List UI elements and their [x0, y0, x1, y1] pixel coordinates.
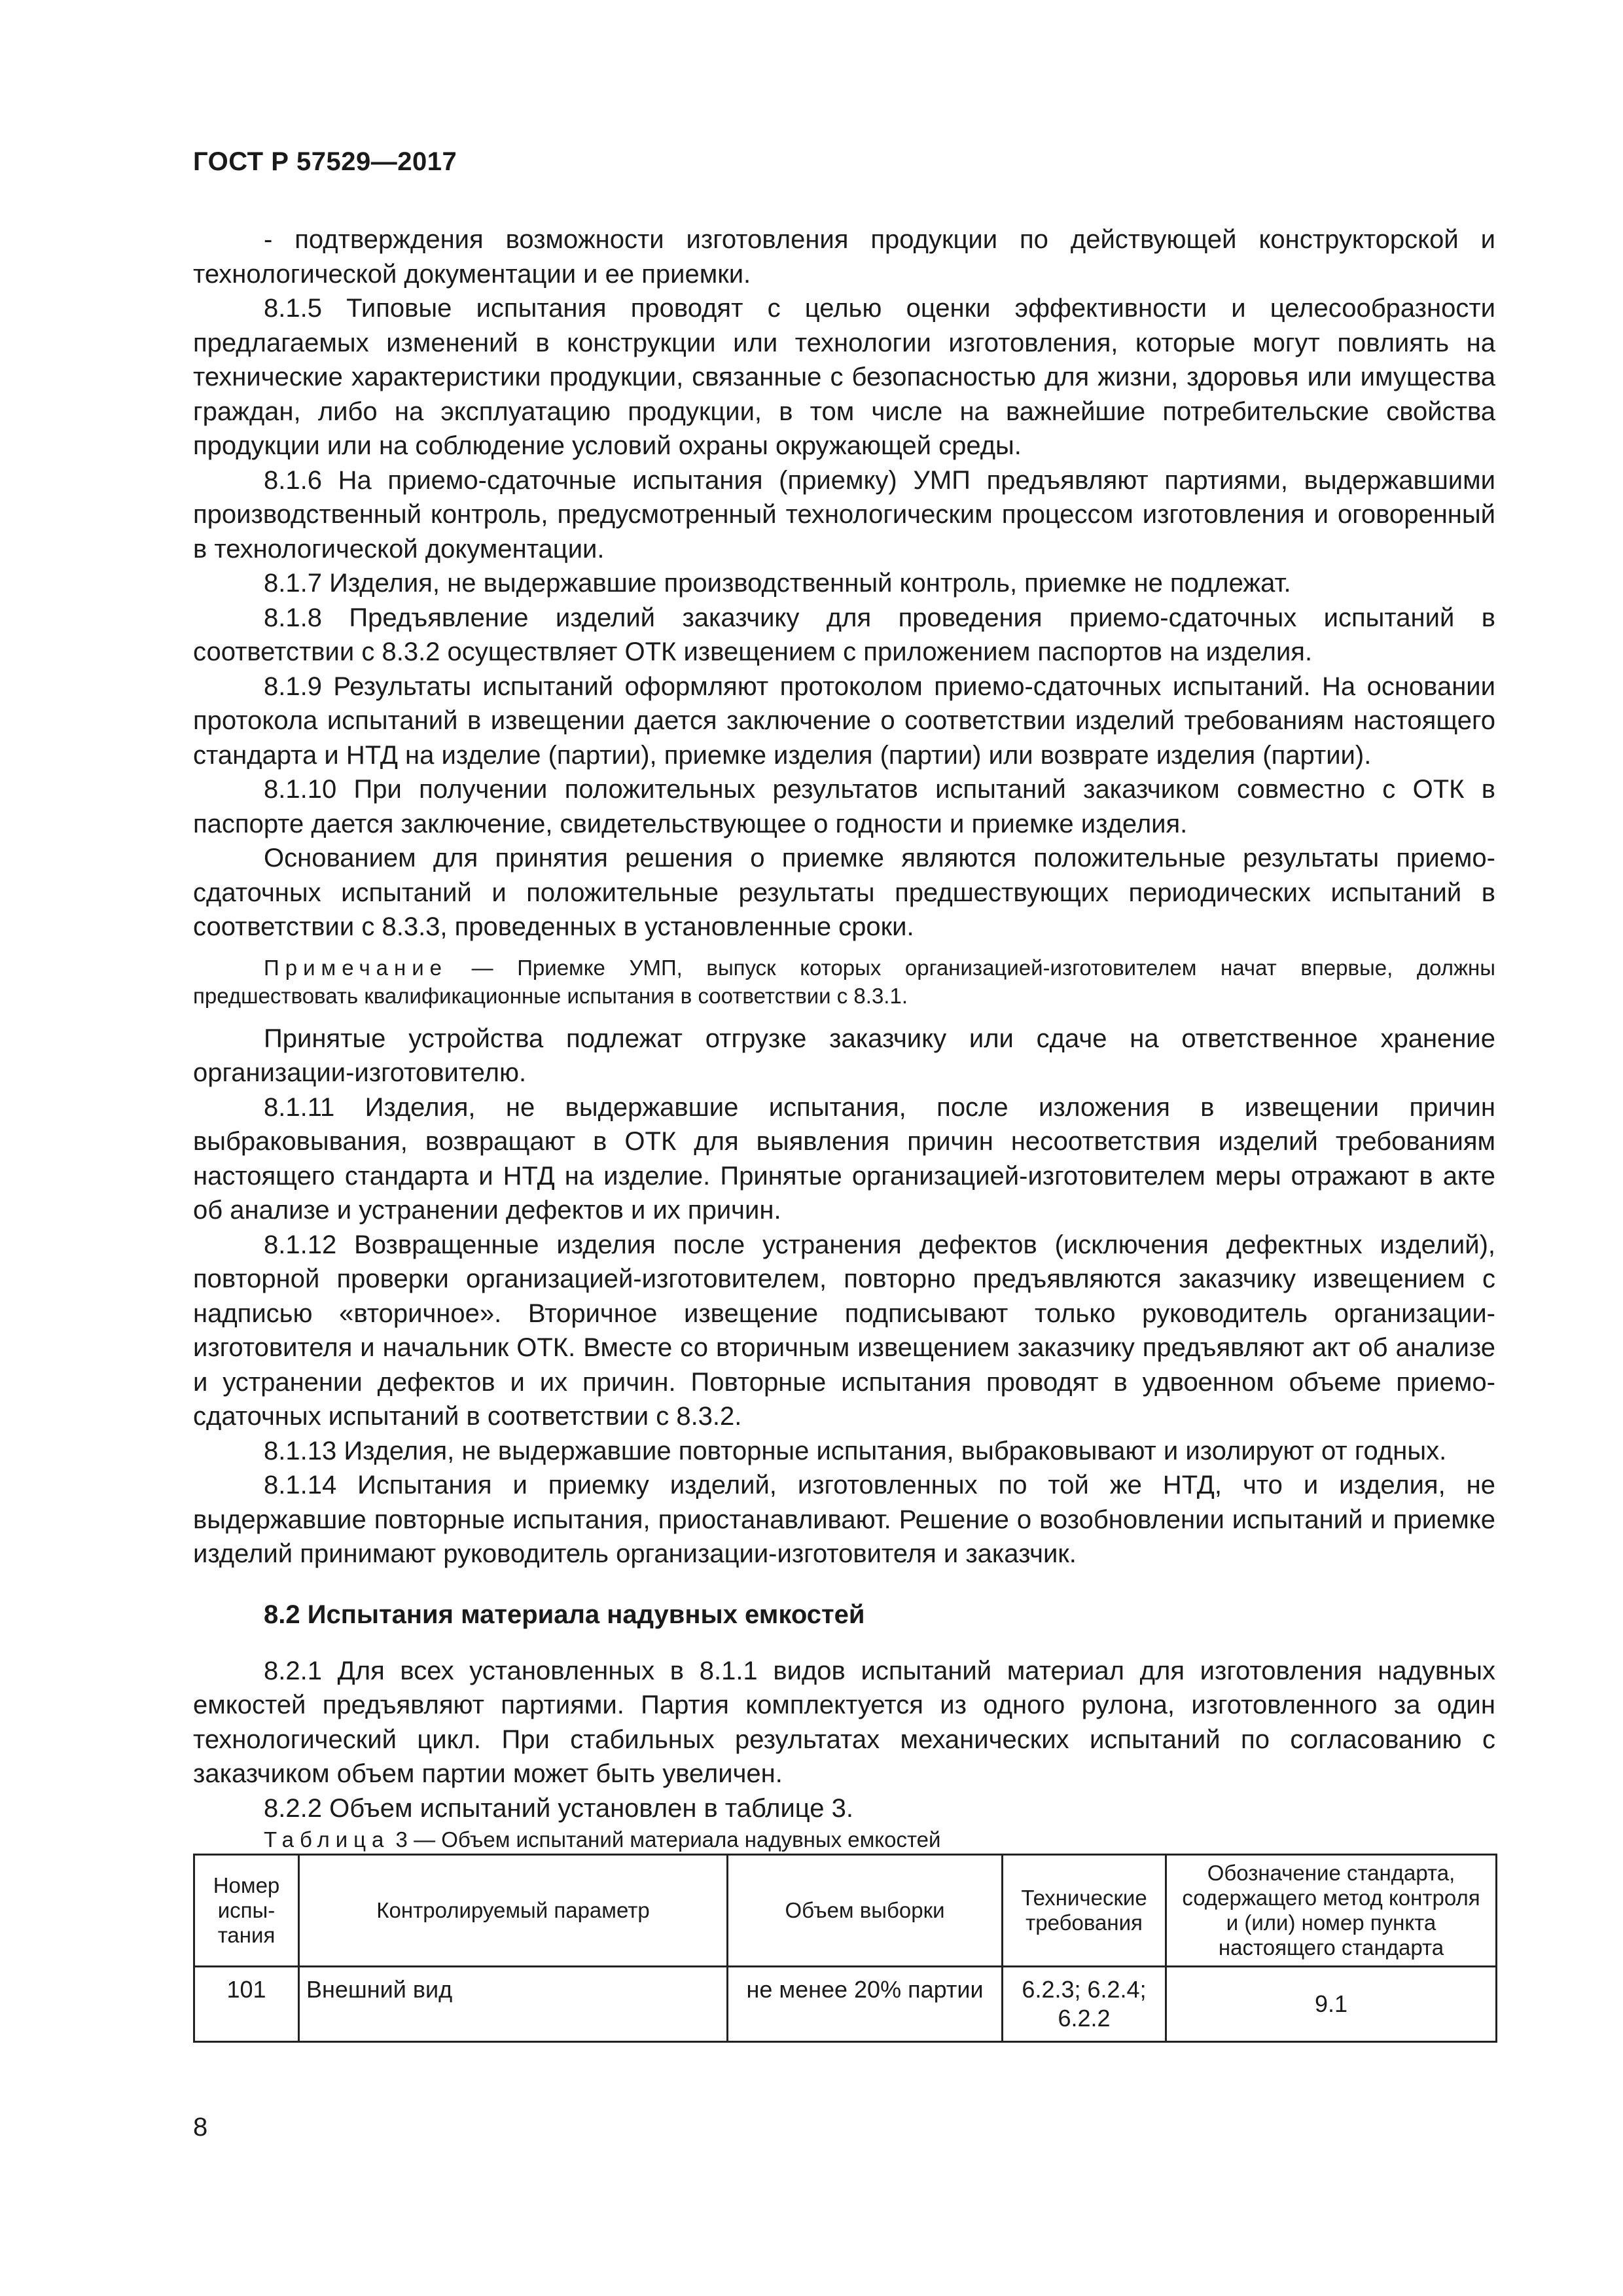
cell-sample-size: не менее 20% партии: [728, 1967, 1003, 2042]
paragraph: Основанием для принятия решения о приемке являются положительные результаты приемо-сдаточных испытаний и положительные результаты предшествующих периодических испытаний в соответствии с 8.3.3, проведенных в установленные сроки.: [193, 844, 1495, 941]
header-method-standard: Обозначение стандарта, содержащего метод контроля и (или) номер пункта настоящего стандарта: [1166, 1855, 1497, 1967]
page-number: 8: [193, 2113, 208, 2142]
table-caption-text: 3 — Объем испытаний материала надувных емкостей: [389, 1827, 941, 1852]
header-test-number: Номер испы-тания: [194, 1855, 299, 1967]
table-caption-label: Таблица: [264, 1827, 390, 1852]
header-parameter: Контролируемый параметр: [299, 1855, 728, 1967]
cell-parameter: Внешний вид: [299, 1967, 728, 2042]
paragraph-8-2-2: 8.2.2 Объем испытаний установлен в таблице 3.: [264, 1793, 853, 1823]
paragraph-8-1-11: 8.1.11 Изделия, не выдержавшие испытания, после изложения в извещении причин выбраковывания, возвращают в ОТК для выявления причин несоответствия изделий требованиям настоящего стандарта и НТД на изделие. Принятые организацией-изготовителем меры отражают в акте об анализе и устранении дефектов и их причин.: [193, 1092, 1495, 1225]
note-text: — Приемке УМП, выпуск которых организацией-изготовителем начат впервые, должны предшествовать квалификационные испытания в соответствии с 8.3.1.: [193, 955, 1495, 1008]
section-title: 8.2 Испытания материала надувных емкостей: [264, 1600, 865, 1629]
cell-test-number: 101: [194, 1967, 299, 2042]
paragraph-8-1-9: 8.1.9 Результаты испытаний оформляют протоколом приемо-сдаточных испытаний. На основании протокола испытаний в извещении дается заключение о соответствии изделий требованиям настоящего стандарта и НТД на изделие (партии), приемке изделия (партии) или возврате изделия (партии).: [193, 672, 1495, 770]
paragraph-8-1-12: 8.1.12 Возвращенные изделия после устранения дефектов (исключения дефектных изделий), повторной проверки организацией-изготовителем, повторно предъявляются заказчику извещением с надписью «вторичное». Вторичное извещение подписывают только руководитель организации-изготовителя и начальник ОТК. Вместе со вторичным извещением заказчику предъявляют акт об анализе и устранении дефектов и их причин. Повторные испытания проводят в удвоенном объеме приемо-сдаточных испытаний в соответствии с 8.3.2.: [193, 1230, 1495, 1431]
header-sample-size: Объем выборки: [728, 1855, 1003, 1967]
paragraph-8-1-6: 8.1.6 На приемо-сдаточные испытания (приемку) УМП предъявляют партиями, выдержавшими производственный контроль, предусмотренный технологическим процессом изготовления и оговоренный в технологической документации.: [193, 465, 1495, 564]
document-body: [193, 223, 1495, 2043]
table-header-row: [194, 1855, 1497, 1967]
note-label: Примечание: [264, 955, 448, 980]
paragraph: Принятые устройства подлежат отгрузке заказчику или сдаче на ответственное хранение организации-изготовителю.: [193, 1024, 1495, 1087]
table-row: [194, 1967, 1497, 2042]
document-code-header: ГОСТ Р 57529—2017: [193, 147, 457, 176]
paragraph-8-2-1: 8.2.1 Для всех установленных в 8.1.1 видов испытаний материал для изготовления надувных емкостей предъявляют партиями. Партия комплектуется из одного рулона, изготовленного за один технологический цикл. При стабильных результатах механических испытаний по согласованию с заказчиком объем партии может быть увеличен.: [193, 1656, 1495, 1788]
table-caption: [193, 1825, 1495, 1854]
paragraph-8-1-10: 8.1.10 При получении положительных результатов испытаний заказчиком совместно с ОТК в паспорте дается заключение, свидетельствующее о годности и приемке изделия.: [193, 775, 1495, 838]
paragraph-8-1-7: 8.1.7 Изделия, не выдержавшие производственный контроль, приемке не подлежат.: [264, 569, 1291, 598]
cell-method-standard: 9.1: [1166, 1967, 1497, 2042]
paragraph-8-1-14: 8.1.14 Испытания и приемку изделий, изготовленных по той же НТД, что и изделия, не выдержавшие повторные испытания, приостанавливают. Решение о возобновлении испытаний и приемке изделий принимают руководитель организации-изготовителя и заказчик.: [193, 1471, 1495, 1568]
paragraph-8-1-5: 8.1.5 Типовые испытания проводят с целью оценки эффективности и целесообразности предлагаемых изменений в конструкции или технологии изготовления, которые могут повлиять на технические характеристики продукции, связанные с безопасностью для жизни, здоровья или имущества граждан, либо на эксплуатацию продукции, в том числе на важнейшие потребительские свойства продукции или на соблюдение условий охраны окружающей среды.: [193, 294, 1495, 460]
test-scope-table: [193, 1854, 1497, 2043]
note: [193, 954, 1495, 1010]
paragraph-8-1-8: 8.1.8 Предъявление изделий заказчику для проведения приемо-сдаточных испытаний в соответствии с 8.3.2 осуществляет ОТК извещением с приложением паспортов на изделия.: [193, 603, 1495, 666]
header-requirements: Технические требования: [1003, 1855, 1166, 1967]
cell-requirements: 6.2.3; 6.2.4; 6.2.2: [1003, 1967, 1166, 2042]
paragraph: - подтверждения возможности изготовления продукции по действующей конструкторской и технологической документации и ее приемки.: [193, 225, 1495, 289]
paragraph-8-1-13: 8.1.13 Изделия, не выдержавшие повторные испытания, выбраковывают и изолируют от годных.: [264, 1436, 1447, 1465]
